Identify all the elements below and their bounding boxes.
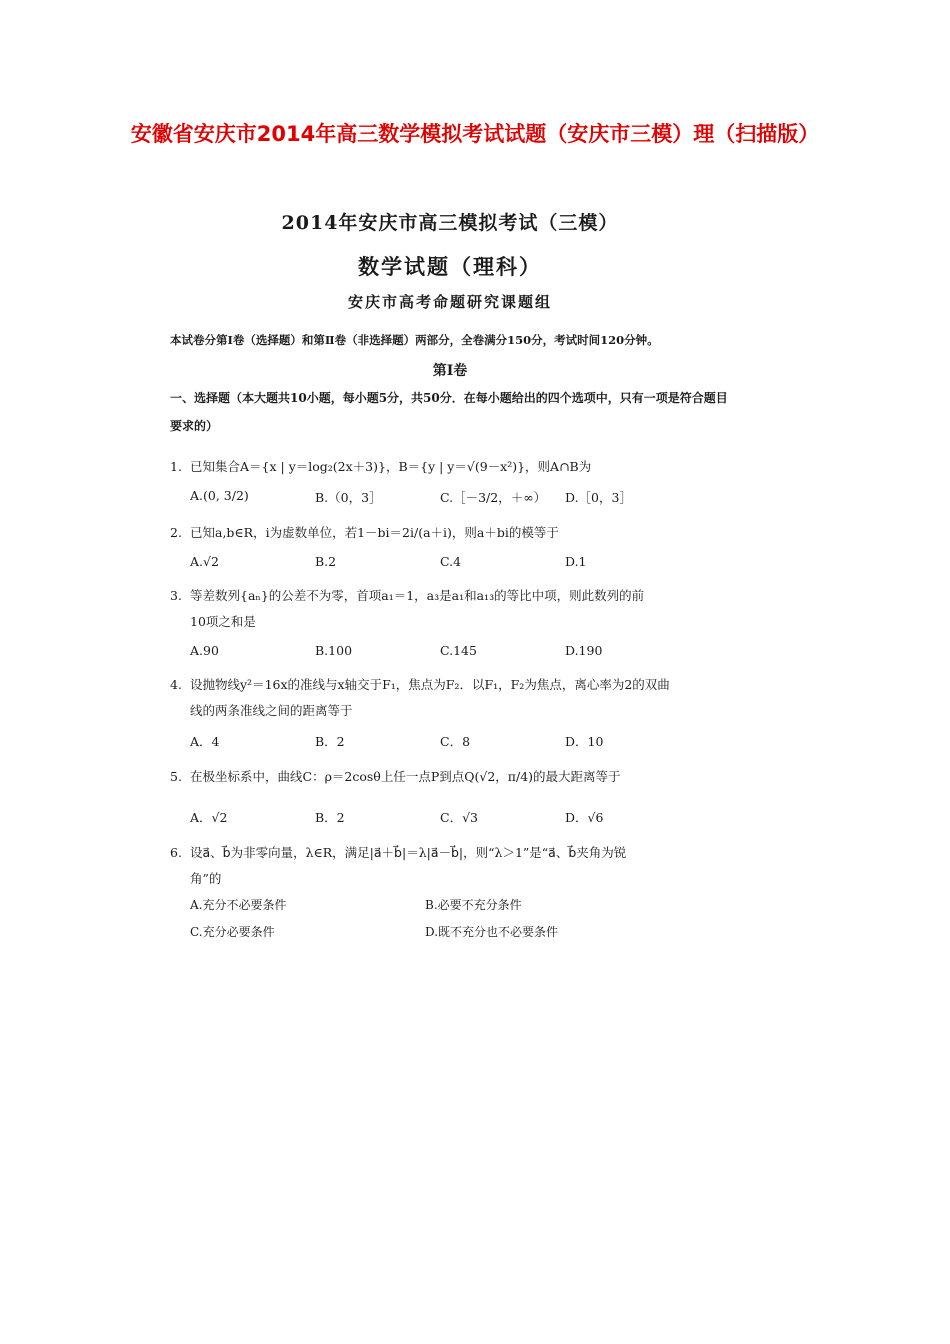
option-b: B.2	[315, 554, 337, 569]
question-number: 1.	[170, 459, 182, 474]
option-d: D．√6	[565, 810, 604, 825]
subject-title: 数学试题（理科）	[358, 254, 542, 279]
option-c: C．√3	[440, 810, 478, 825]
question-number: 5.	[170, 769, 182, 784]
question-4-options	[170, 732, 730, 750]
question-stem: 已知a,b∈R，i为虚数单位，若1－bi＝2i/(a＋i)，则a＋bi的模等于	[190, 525, 559, 540]
option-d: D.190	[565, 643, 603, 658]
option-d: D．10	[565, 734, 604, 749]
question-6	[170, 840, 730, 892]
option-b: B.100	[315, 643, 353, 658]
question-continuation: 角”的	[190, 871, 222, 886]
option-c: C.充分必要条件	[190, 925, 275, 939]
option-b: B.（0，3］	[315, 490, 382, 505]
option-c: C.［－3/2，＋∞）	[440, 490, 547, 505]
scanned-exam-page	[170, 200, 730, 940]
option-d: D.既不充分也不必要条件	[425, 925, 559, 939]
question-5-options	[170, 808, 730, 826]
exam-instructions: 本试卷分第Ⅰ卷（选择题）和第Ⅱ卷（非选择题）两部分，全卷满分150分，考试时间120分钟。	[170, 333, 659, 347]
question-stem: 设a⃗、b⃗为非零向量，λ∈R，满足|a⃗＋b⃗|＝λ|a⃗－b⃗|，则“λ＞1”是“a⃗、b⃗夹角为锐	[190, 845, 627, 860]
document-title: 安徽省安庆市2014年高三数学模拟考试试题（安庆市三模）理（扫描版）	[130, 122, 820, 146]
exam-title: 2014年安庆市高三模拟考试（三模）	[281, 212, 619, 234]
option-b: B.必要不充分条件	[425, 898, 522, 912]
option-a: A.(0, 3/2)	[190, 488, 249, 503]
question-stem: 已知集合A＝{x | y＝log₂(2x＋3)}，B＝{y | y＝√(9－x²)}，则A∩B为	[190, 459, 592, 474]
option-c: C.4	[440, 554, 462, 569]
question-continuation: 线的两条准线之间的距离等于	[190, 703, 353, 718]
option-c: C．8	[440, 734, 471, 749]
exam-author: 安庆市高考命题研究课题组	[347, 293, 552, 311]
question-number: 6.	[170, 845, 182, 860]
option-d: D.［0，3］	[565, 490, 632, 505]
question-3	[170, 583, 730, 635]
option-d: D.1	[565, 554, 587, 569]
section-intro: 一、选择题（本大题共10小题，每小题5分，共50分．在每小题给出的四个选项中，只有一项是符合题目要求的）	[170, 391, 728, 433]
question-continuation: 10项之和是	[190, 614, 256, 629]
question-6-options	[170, 896, 730, 940]
part-heading: 第Ⅰ卷	[432, 363, 468, 379]
option-a: A.充分不必要条件	[190, 898, 287, 912]
option-b: B．2	[315, 810, 345, 825]
question-3-options	[170, 643, 730, 658]
option-c: C.145	[440, 643, 477, 658]
option-a: A.90	[190, 643, 219, 658]
option-a: A.√2	[190, 554, 219, 569]
question-2-options	[170, 554, 730, 569]
question-number: 3.	[170, 588, 182, 603]
question-number: 4.	[170, 677, 182, 692]
option-a: A．4	[190, 734, 220, 749]
question-stem: 等差数列{aₙ}的公差不为零，首项a₁＝1，a₃是a₁和a₁₃的等比中项，则此数列的前	[190, 588, 645, 603]
question-5	[170, 764, 730, 790]
option-b: B．2	[315, 734, 345, 749]
question-4	[170, 672, 730, 724]
question-2	[170, 520, 730, 546]
question-stem: 在极坐标系中，曲线C：ρ＝2cosθ上任一点P到点Q(√2，π/4)的最大距离等于	[190, 769, 621, 784]
option-a: A．√2	[190, 810, 228, 825]
question-number: 2.	[170, 525, 182, 540]
question-1	[170, 454, 730, 480]
question-stem: 设抛物线y²＝16x的准线与x轴交于F₁，焦点为F₂．以F₁，F₂为焦点，离心率为2的双曲	[190, 677, 670, 692]
question-1-options	[170, 488, 730, 506]
